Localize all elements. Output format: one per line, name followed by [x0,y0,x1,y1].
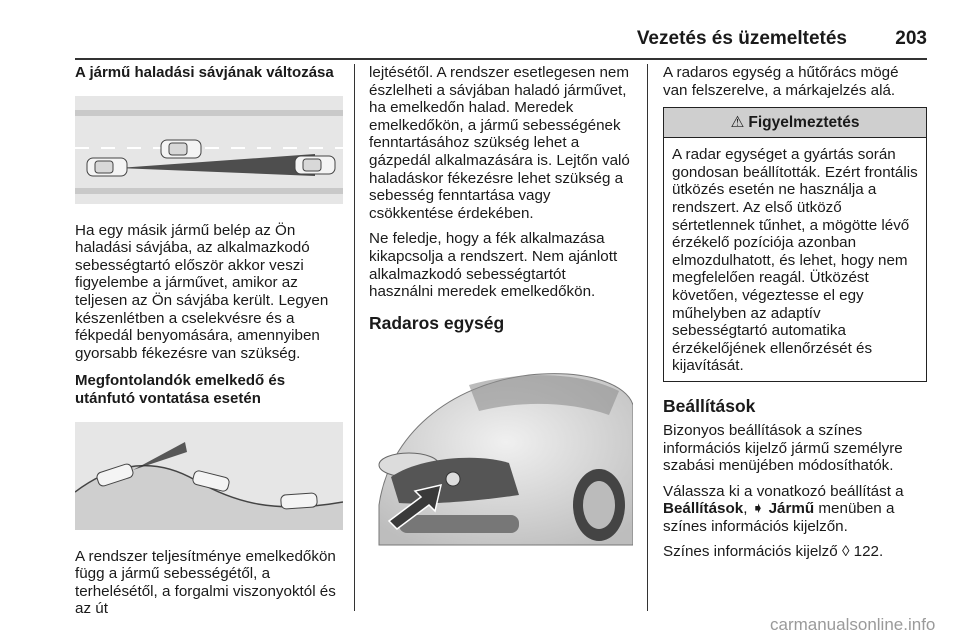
car-merging [161,140,201,158]
warning-box [663,107,927,382]
warning-title: Figyelmeztetés [748,113,860,131]
column-divider-2 [647,64,648,611]
paragraph-display-reference: Színes információs kijelző ◊ 122. [663,543,884,561]
page-number: 203 [895,28,927,49]
car-ahead [295,156,335,174]
column-2 [369,64,633,575]
column-1 [75,64,343,626]
paragraph-settings-path [663,483,927,536]
vehicle-menu-link: Jármű [768,500,815,518]
section-heading-radar-unit: Radaros egység [369,312,505,333]
car-ego [87,158,127,176]
section-heading-lane-change: A jármű haladási sávjának változása [75,64,334,81]
hill-towing-illustration [75,422,343,530]
settings-path-suffix: menüben a színes információs kijelzőn. [663,500,895,535]
watermark: carmanualsonline.info [770,615,936,634]
paragraph-hills: A rendszer teljesítménye emelkedőkön függ a jármű sebességétől, a terhelésétől, a forgalmi viszonyoktól és az út [75,547,336,618]
header-title: Vezetés és üzemeltetés [636,28,847,49]
section-heading-hills: Megfontolandók emelkedő és utánfutó vontatása esetén [75,372,286,407]
paragraph-radar-location: A radaros egység a hűtőrács mögé van felszerelve, a márkajelzés alá. [663,64,899,99]
column-3 [663,64,927,569]
paragraph-brake: Ne feledje, hogy a fék alkalmazása kikapcsolja a rendszert. Nem ajánlott alkalmazkodó sebességtartót használni meredek emelkedőkön. [369,230,618,301]
paragraph-lane-change: Ha egy másik jármű belép az Ön haladási sávjába, az alkalmazkodó sebességtartó először akkor veszi figyelembe a járművet, amikor az teljesen az Ön sávjába került. Legyen készenlétben a cselekvésre és a fékpedál benyomására, amennyiben gyorsabb fékezésre van szükség. [75,221,329,362]
paragraph-slope: lejtésétől. A rendszer esetlegesen nem észlelheti a sávjában haladó járművet, ha emelkedőn halad. Meredek emelkedőkön, a jármű sebességének fenntartásához szükség lehet a gázpedál alkalmazására is. Lejtőn való haladáskor fékezésre lehet szükség a sebesség fenntartása vagy csökkentése érdekében. [369,64,630,222]
warning-text: A radar egységet a gyártás során gondosan beállították. Ezért frontális ütközés esetén ne használja a rendszert. Az első ütköző sértetlennek tűnhet, a mögötte lévő érzékelő pozíciója azonban elmozdulhatott, és lehet, hogy nem megfelelően reagál. Ütközést követően, végeztesse el egy műhelyben az adaptív sebességtartó automatika érzékelőjének ellenőrzését és kijavítását. [672,146,918,375]
settings-path-arrow: , ➧ [743,500,769,518]
page-header [75,20,927,60]
radar-unit-car-illustration [369,345,633,557]
lane-change-illustration [75,96,343,204]
column-divider-1 [354,64,355,611]
settings-menu-link: Beállítások [663,500,744,518]
warning-header [664,108,926,138]
settings-path-prefix: Válassza ki a vonatkozó beállítást a [663,482,904,500]
paragraph-settings-intro: Bizonyos beállítások a színes információs kijelző jármű személyre szabási menüjében módosíthatók. [663,421,903,475]
section-heading-settings: Beállítások [663,395,756,416]
warning-icon: ⚠ [730,113,745,131]
